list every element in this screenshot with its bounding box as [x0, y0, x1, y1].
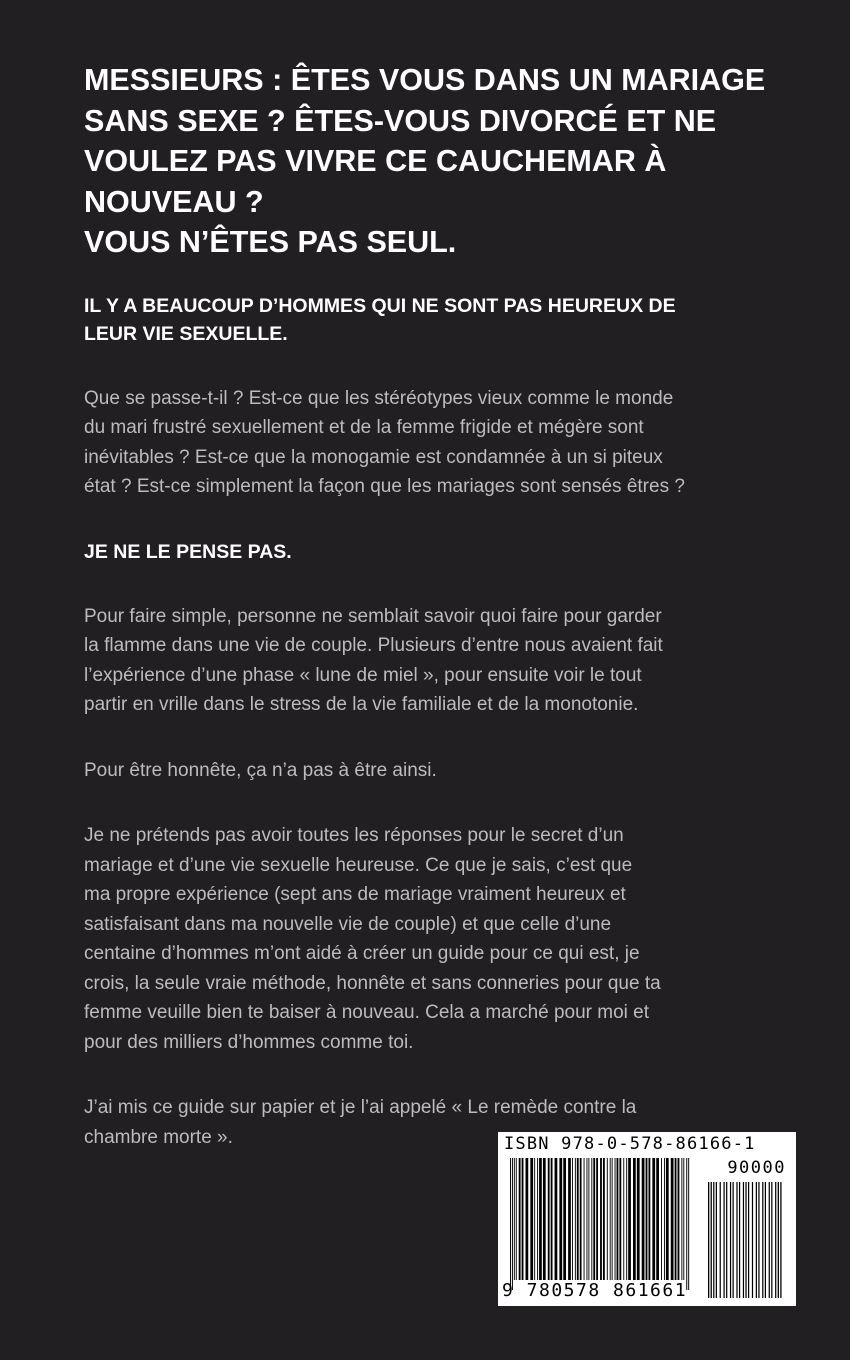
headline-line: SANS SEXE ? ÊTES-VOUS DIVORCÉ ET NE	[84, 103, 717, 138]
paragraph-line: ma propre expérience (sept ans de mariage vraiment heureux et	[84, 884, 626, 905]
paragraph-line: Pour être honnête, ça n’a pas à être ainsi.	[84, 759, 437, 781]
barcode-bar	[588, 1158, 589, 1280]
paragraph-line: Pour faire simple, personne ne semblait savoir quoi faire pour garder	[84, 605, 662, 627]
barcode-bar	[726, 1182, 727, 1298]
subheadline-line: IL Y A BEAUCOUP D’HOMMES QUI NE SONT PAS HEUREUX DE	[84, 294, 676, 317]
barcode-bar	[633, 1158, 636, 1280]
barcode-bar	[617, 1158, 619, 1280]
paragraph-line: femme veuille bien te baiser à nouveau. Cela a marché pour moi et	[84, 1002, 650, 1023]
barcode-bar	[642, 1158, 645, 1280]
barcode-bar	[661, 1158, 662, 1280]
headline	[84, 60, 784, 263]
barcode-bar	[626, 1158, 627, 1280]
barcode-bar	[575, 1158, 576, 1280]
paragraph-line: état ? Est-ce simplement la façon que les mariages sont sensés êtres ?	[84, 476, 685, 497]
barcode-bar	[525, 1158, 528, 1280]
barcode-bar	[543, 1158, 546, 1280]
barcode-bar	[593, 1158, 595, 1280]
barcode-bar	[577, 1158, 579, 1280]
barcode-bar	[551, 1158, 553, 1280]
barcode-bar	[666, 1158, 669, 1280]
barcode-bar	[671, 1158, 674, 1280]
barcode-bar	[580, 1158, 582, 1280]
barcode-bar	[688, 1158, 689, 1290]
barcode-bar	[652, 1158, 655, 1280]
price-code: 90000	[727, 1158, 786, 1178]
barcode-bar	[568, 1158, 571, 1280]
isbn-number: ISBN 978-0-578-86166-1	[504, 1134, 756, 1154]
barcode-bar	[675, 1158, 677, 1280]
emphasis-statement: JE NE LE PENSE PAS.	[84, 540, 292, 563]
barcode-bar	[708, 1182, 709, 1298]
headline-line: VOULEZ PAS VIVRE CE CAUCHEMAR À	[84, 144, 667, 178]
barcode-bar	[572, 1158, 573, 1280]
headline-line: VOUS N’ÊTES PAS SEUL.	[84, 225, 457, 259]
barcode-bar	[683, 1158, 684, 1280]
barcode-bar	[730, 1182, 731, 1298]
ean-bars	[510, 1158, 689, 1290]
barcode-bar	[610, 1158, 611, 1280]
paragraph-line: centaine d’hommes m’ont aidé à créer un guide pour ce qui est, je	[84, 943, 640, 964]
barcode-bar	[615, 1158, 616, 1280]
paragraph-line: l’expérience d’une phase « lune de miel », pour ensuite voir le tout	[84, 664, 642, 686]
barcode-bar	[600, 1158, 602, 1280]
ean-digits: 9 780578 861661	[502, 1280, 688, 1301]
paragraph-line: crois, la seule vraie méthode, honnête et sans conneries pour que ta	[84, 972, 661, 994]
barcode-bar	[775, 1182, 776, 1298]
paragraph-line: J’ai mis ce guide sur papier et je l’ai appelé « Le remède contre la	[84, 1097, 637, 1118]
barcode-bar	[555, 1158, 558, 1280]
barcode-bar	[723, 1182, 724, 1298]
subheadline-line: LEUR VIE SEXUELLE.	[84, 322, 288, 345]
paragraph-guide	[84, 821, 784, 1057]
barcode-bar	[637, 1158, 640, 1280]
barcode-bar	[716, 1182, 717, 1298]
barcode-bar	[739, 1182, 740, 1298]
barcode-bar	[607, 1158, 608, 1280]
barcode-bar	[539, 1158, 542, 1280]
barcode-bar	[619, 1158, 621, 1280]
barcode-bar	[584, 1158, 585, 1280]
headline-line: NOUVEAU ?	[84, 184, 264, 219]
barcode-bar	[522, 1158, 524, 1280]
back-cover-text	[84, 60, 784, 1152]
barcode-bar	[762, 1182, 763, 1298]
barcode-bar	[778, 1182, 779, 1298]
barcode-bar	[745, 1182, 746, 1298]
paragraph-line: Que se passe-t-il ? Est-ce que les stéréotypes vieux comme le monde	[84, 387, 674, 409]
barcode-bar	[530, 1158, 533, 1280]
barcode-bar	[591, 1158, 592, 1280]
paragraph-line: pour des milliers d’hommes comme toi.	[84, 1031, 414, 1053]
paragraph-flame	[84, 602, 784, 720]
barcode-bar	[656, 1158, 659, 1280]
barcode-bar	[780, 1182, 781, 1298]
barcode-bar	[514, 1158, 515, 1280]
barcode-bar	[678, 1158, 680, 1280]
barcode-bar	[563, 1158, 566, 1280]
barcode-bar	[612, 1158, 613, 1280]
barcode-bar	[752, 1182, 753, 1298]
isbn-barcode	[498, 1132, 796, 1306]
barcode-bar	[769, 1182, 770, 1298]
barcode-bar	[587, 1158, 588, 1280]
barcode-bar	[623, 1158, 624, 1280]
barcode-bar	[711, 1182, 712, 1298]
barcode-bar	[736, 1182, 737, 1298]
barcode-bar	[512, 1158, 513, 1290]
barcode-bar	[743, 1182, 744, 1298]
paragraph-line: partir en vrille dans le stress de la vie familiale et de la monotonie.	[84, 694, 639, 715]
barcode-bar	[756, 1182, 757, 1298]
barcode-bar	[510, 1158, 511, 1290]
paragraph-line: la flamme dans une vie de couple. Plusieurs d’entre nous avaient fait	[84, 635, 663, 656]
paragraph-questions	[84, 384, 784, 502]
paragraph-line: Je ne prétends pas avoir toutes les réponses pour le secret d’un	[84, 825, 624, 846]
subheadline	[84, 292, 784, 348]
paragraph-line: du mari frustré sexuellement et de la femme frigide et mégère sont	[84, 417, 644, 438]
barcode-bar	[748, 1182, 749, 1298]
barcode-bar	[648, 1158, 650, 1280]
barcode-bar	[720, 1182, 721, 1298]
barcode-bar	[765, 1182, 766, 1298]
barcode-bar	[534, 1158, 535, 1280]
barcode-bar	[686, 1158, 687, 1290]
barcode-bar	[681, 1158, 682, 1280]
barcode-bar	[516, 1158, 517, 1280]
barcode-bar	[771, 1182, 772, 1298]
barcode-bar	[596, 1158, 598, 1280]
barcode-bar	[559, 1158, 562, 1280]
paragraph-line: inévitables ? Est-ce que la monogamie est condamnée à un si piteux	[84, 446, 663, 468]
barcode-bar	[664, 1158, 665, 1280]
barcode-bar	[537, 1158, 538, 1280]
barcode-bar	[603, 1158, 605, 1280]
barcode-bar	[733, 1182, 734, 1298]
barcode-bar	[519, 1158, 521, 1280]
barcode-bar	[758, 1182, 759, 1298]
barcode-bar	[646, 1158, 648, 1280]
paragraph-line: chambre morte ».	[84, 1126, 233, 1148]
paragraph-line: mariage et d’une vie sexuelle heureuse. Ce que je sais, c’est que	[84, 854, 633, 876]
barcode-bar	[548, 1158, 550, 1280]
headline-line: MESSIEURS : ÊTES VOUS DANS UN MARIAGE	[84, 63, 766, 97]
paragraph-honest	[84, 756, 784, 786]
addon-bars	[708, 1182, 782, 1298]
barcode-bar	[713, 1182, 714, 1298]
barcode-bar	[628, 1158, 631, 1280]
paragraph-line: satisfaisant dans ma nouvelle vie de couple) et que celle d’une	[84, 913, 612, 935]
